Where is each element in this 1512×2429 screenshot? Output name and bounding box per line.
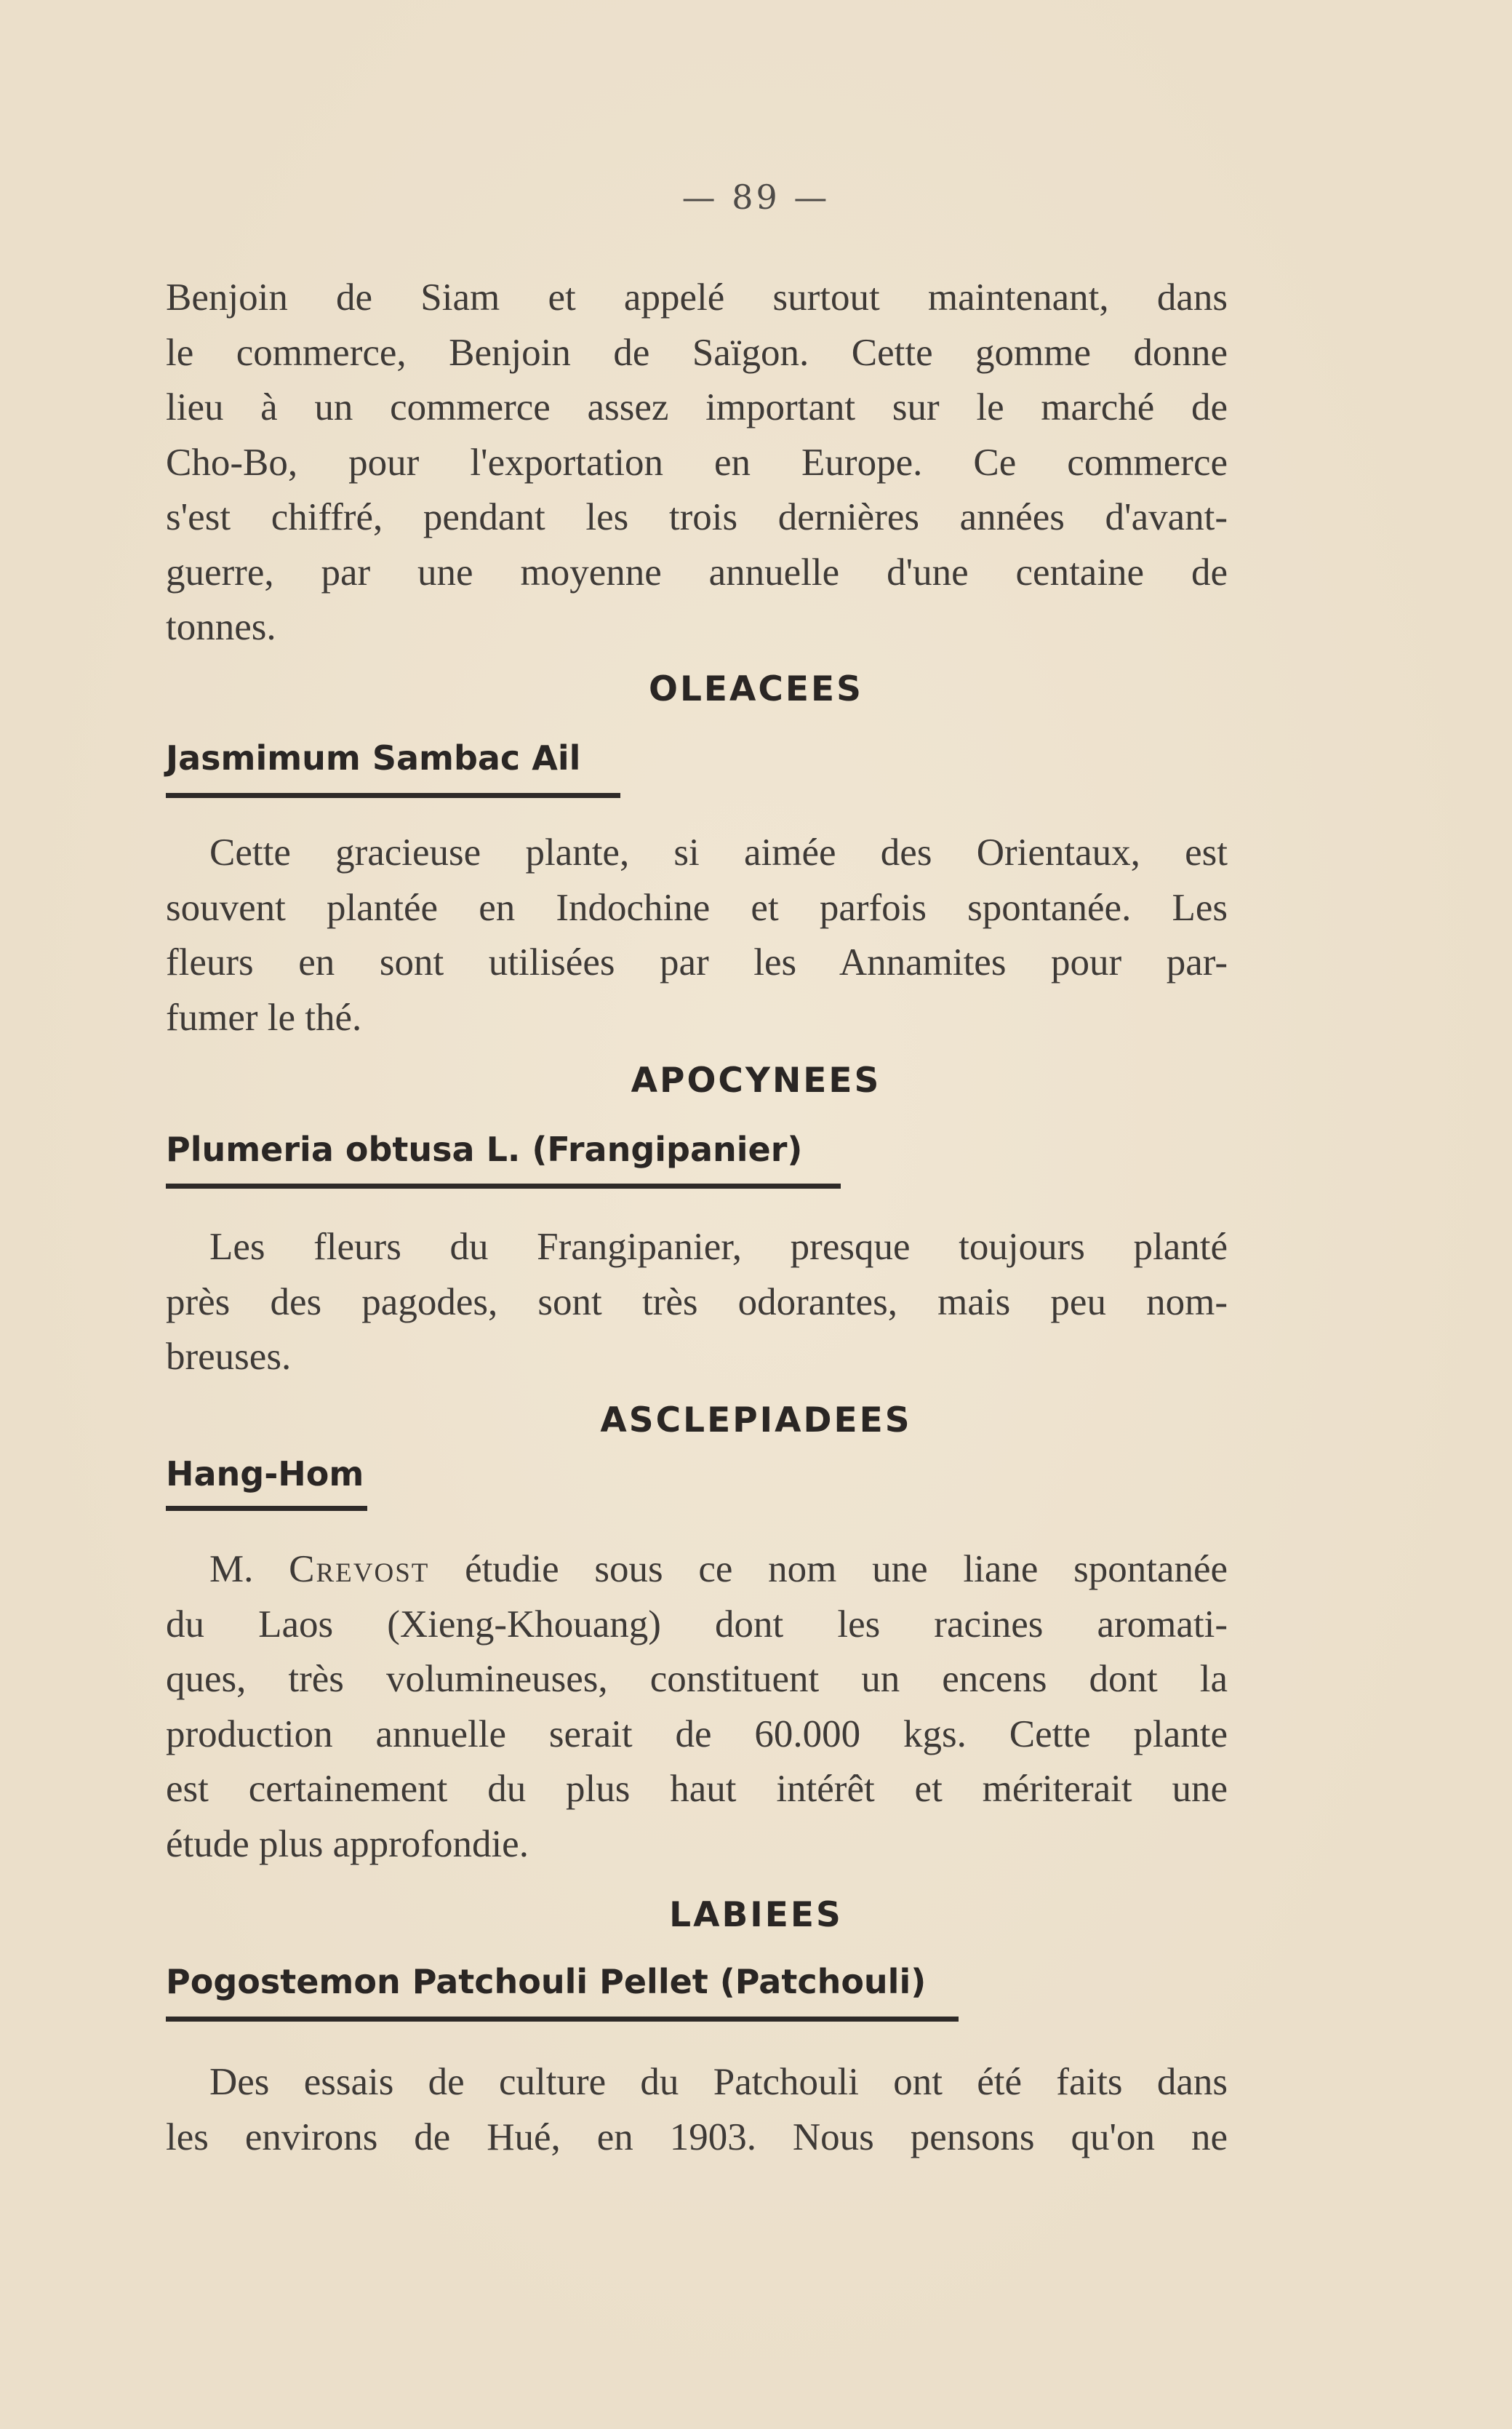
text-line: est certainement du plus haut intérêt et mériterait une	[166, 1768, 1228, 1810]
text-line: Les fleurs du Frangipanier, presque toujours planté	[209, 1226, 1228, 1268]
species-heading-hang-hom: Hang-Hom	[166, 1454, 364, 1493]
text-line	[166, 1542, 1228, 1598]
text-line: breuses.	[166, 1336, 292, 1378]
page-number: — 89 —	[681, 178, 831, 217]
species-heading-jasminum: Jasmimum Sambac Ail	[166, 738, 581, 778]
text-line: étude plus approfondie.	[166, 1822, 529, 1865]
text-line: tonnes.	[166, 606, 276, 648]
paragraph-apocynees	[166, 1220, 1228, 1385]
species-heading-plumeria: Plumeria obtusa L. (Frangipanier)	[166, 1130, 803, 1169]
text-line: Cette gracieuse plante, si aimée des Orientaux, est	[209, 831, 1228, 874]
author-prefix: M.	[209, 1548, 254, 1590]
family-heading-oleacees: OLEACEES	[649, 669, 863, 709]
family-heading-asclepiadees: ASCLEPIADEES	[600, 1400, 912, 1440]
species-underline	[166, 793, 620, 798]
text-line: fumer le thé.	[166, 996, 362, 1039]
paragraph-labiees	[166, 2055, 1228, 2165]
text-line: lieu à un commerce assez important sur le marché de	[166, 386, 1228, 428]
species-underline	[166, 1506, 367, 1511]
family-heading-labiees: LABIEES	[669, 1895, 843, 1935]
text-line: ques, très volumineuses, constituent un encens dont la	[166, 1658, 1228, 1700]
species-underline	[166, 2017, 959, 2022]
paragraph-asclepiadees	[166, 1542, 1228, 1872]
text-fragment: étudie sous ce nom une liane spontanée	[465, 1548, 1228, 1590]
paragraph-benjoin	[166, 271, 1228, 655]
text-line: guerre, par une moyenne annuelle d'une centaine de	[166, 551, 1228, 594]
text-line: s'est chiffré, pendant les trois dernières années d'avant-	[166, 496, 1228, 538]
text-line: le commerce, Benjoin de Saïgon. Cette gomme donne	[166, 331, 1228, 374]
text-line: Cho-Bo, pour l'exportation en Europe. Ce commerce	[166, 441, 1228, 484]
text-line: Des essais de culture du Patchouli ont été faits dans	[209, 2061, 1228, 2103]
author-name: Crevost	[289, 1548, 430, 1590]
text-line: fleurs en sont utilisées par les Annamites pour par-	[166, 941, 1228, 984]
family-heading-apocynees: APOCYNEES	[631, 1061, 881, 1101]
text-line: Benjoin de Siam et appelé surtout maintenant, dans	[166, 276, 1228, 319]
text-line: souvent plantée en Indochine et parfois spontanée. Les	[166, 886, 1228, 929]
species-heading-pogostemon: Pogostemon Patchouli Pellet (Patchouli)	[166, 1962, 927, 2001]
paragraph-oleacees	[166, 826, 1228, 1045]
text-line: près des pagodes, sont très odorantes, mais peu nom-	[166, 1280, 1228, 1323]
text-line: production annuelle serait de 60.000 kgs. Cette plante	[166, 1712, 1228, 1755]
species-underline	[166, 1184, 841, 1189]
text-line: les environs de Hué, en 1903. Nous pensons qu'on ne	[166, 2115, 1228, 2158]
text-line: du Laos (Xieng-Khouang) dont les racines aromati-	[166, 1603, 1228, 1646]
